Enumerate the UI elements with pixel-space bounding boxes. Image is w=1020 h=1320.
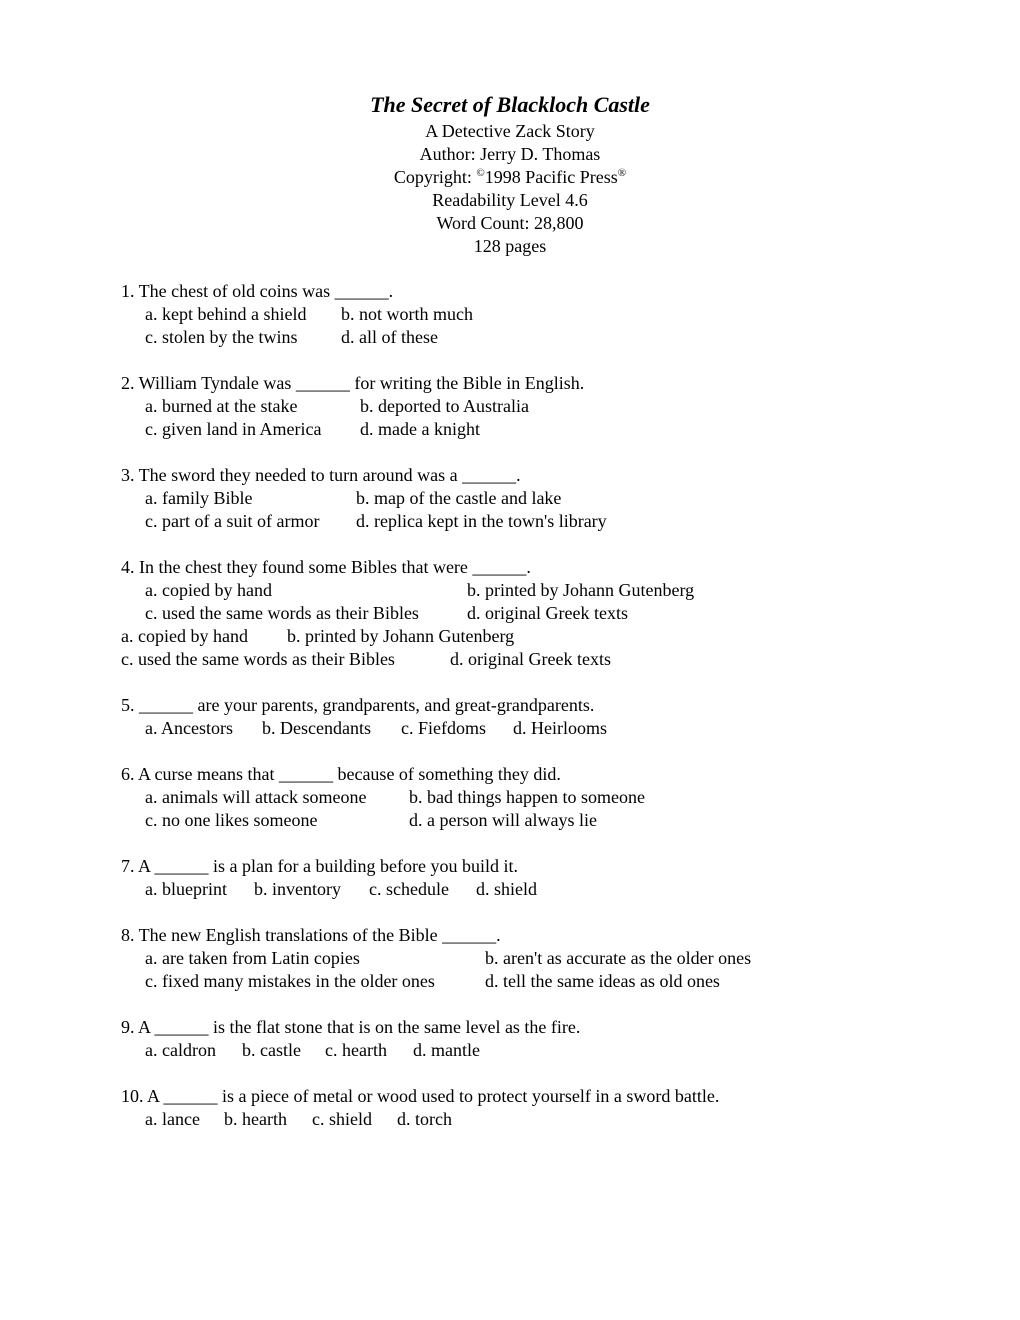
question-2 — [121, 372, 981, 441]
options-row — [121, 579, 981, 602]
option-d: d. replica kept in the town's library — [356, 511, 607, 531]
question-5 — [121, 694, 981, 740]
copyright-symbol: © — [476, 167, 485, 179]
options-row-repeat — [121, 625, 981, 648]
option-d: d. torch — [397, 1109, 452, 1129]
copyright-line — [0, 166, 1020, 189]
pages-line: 128 pages — [473, 236, 547, 256]
option-b: b. bad things happen to someone — [409, 787, 645, 807]
question-prompt: 2. William Tyndale was ______ for writing the Bible in English. — [121, 373, 585, 393]
option-d: d. mantle — [413, 1040, 480, 1060]
question-prompt: 1. The chest of old coins was ______. — [121, 281, 394, 301]
options-row — [121, 947, 981, 970]
option-b: b. hearth — [224, 1109, 287, 1129]
options-row-repeat — [121, 648, 981, 671]
option-d: d. original Greek texts — [467, 603, 628, 623]
options-row — [121, 418, 981, 441]
option-a: a. caldron — [145, 1040, 216, 1060]
option-b: b. inventory — [254, 879, 341, 899]
option-b: b. Descendants — [262, 718, 371, 738]
option-b: b. printed by Johann Gutenberg — [467, 580, 695, 600]
registered-symbol: ® — [617, 167, 627, 179]
options-row — [121, 1039, 981, 1062]
options-row — [121, 878, 981, 901]
question-3 — [121, 464, 981, 533]
option-c-repeat: c. used the same words as their Bibles — [121, 649, 395, 669]
option-c: c. schedule — [369, 879, 449, 899]
options-row — [121, 717, 981, 740]
option-c: c. fixed many mistakes in the older ones — [145, 971, 435, 991]
option-a-repeat: a. copied by hand — [121, 626, 248, 646]
question-prompt: 7. A ______ is a plan for a building before you build it. — [121, 856, 518, 876]
option-a: a. copied by hand — [145, 580, 272, 600]
option-d-repeat: d. original Greek texts — [450, 649, 611, 669]
option-a: a. kept behind a shield — [145, 304, 307, 324]
options-row — [121, 602, 981, 625]
option-a: a. animals will attack someone — [145, 787, 367, 807]
option-a: a. lance — [145, 1109, 200, 1129]
options-row — [121, 786, 981, 809]
option-d: d. tell the same ideas as old ones — [485, 971, 720, 991]
readability-line: Readability Level 4.6 — [432, 190, 588, 210]
copyright-text: 1998 Pacific Press — [484, 167, 618, 187]
question-prompt: 4. In the chest they found some Bibles that were ______. — [121, 557, 531, 577]
option-a: a. burned at the stake — [145, 396, 298, 416]
options-row — [121, 970, 981, 993]
options-row — [121, 1108, 981, 1131]
option-c: c. given land in America — [145, 419, 322, 439]
question-prompt: 6. A curse means that ______ because of something they did. — [121, 764, 561, 784]
question-8 — [121, 924, 981, 993]
question-prompt: 10. A ______ is a piece of metal or wood used to protect yourself in a sword battle. — [121, 1086, 720, 1106]
document-header — [0, 90, 1020, 258]
copyright-prefix: Copyright: — [393, 167, 477, 187]
option-b: b. map of the castle and lake — [356, 488, 562, 508]
option-c: c. part of a suit of armor — [145, 511, 320, 531]
question-10 — [121, 1085, 981, 1131]
options-row — [121, 487, 981, 510]
option-a: a. Ancestors — [145, 718, 233, 738]
author-line: Author: Jerry D. Thomas — [419, 144, 601, 164]
option-d: d. all of these — [341, 327, 438, 347]
option-a: a. are taken from Latin copies — [145, 948, 360, 968]
option-d: d. Heirlooms — [513, 718, 607, 738]
options-row — [121, 510, 981, 533]
question-prompt: 3. The sword they needed to turn around was a ______. — [121, 465, 521, 485]
options-row — [121, 809, 981, 832]
options-row — [121, 303, 981, 326]
option-b: b. not worth much — [341, 304, 473, 324]
question-1 — [121, 280, 981, 349]
option-c: c. shield — [312, 1109, 372, 1129]
option-d: d. made a knight — [360, 419, 480, 439]
option-d: d. a person will always lie — [409, 810, 597, 830]
option-a: a. family Bible — [145, 488, 253, 508]
question-7 — [121, 855, 981, 901]
option-a: a. blueprint — [145, 879, 227, 899]
option-c: c. hearth — [325, 1040, 387, 1060]
question-4 — [121, 556, 981, 671]
document-title: The Secret of Blackloch Castle — [370, 92, 650, 117]
option-d: d. shield — [476, 879, 537, 899]
question-prompt: 8. The new English translations of the Bible ______. — [121, 925, 501, 945]
option-c: c. Fiefdoms — [401, 718, 486, 738]
question-prompt: 5. ______ are your parents, grandparents, and great-grandparents. — [121, 695, 595, 715]
option-b-repeat: b. printed by Johann Gutenberg — [287, 626, 515, 646]
word-count-line: Word Count: 28,800 — [436, 213, 584, 233]
option-b: b. castle — [242, 1040, 301, 1060]
question-6 — [121, 763, 981, 832]
option-c: c. stolen by the twins — [145, 327, 298, 347]
option-b: b. deported to Australia — [360, 396, 529, 416]
question-prompt: 9. A ______ is the flat stone that is on the same level as the fire. — [121, 1017, 581, 1037]
option-c: c. used the same words as their Bibles — [145, 603, 419, 623]
question-9 — [121, 1016, 981, 1062]
option-c: c. no one likes someone — [145, 810, 318, 830]
subtitle: A Detective Zack Story — [425, 121, 595, 141]
option-b: b. aren't as accurate as the older ones — [485, 948, 752, 968]
options-row — [121, 395, 981, 418]
quiz-questions — [121, 280, 981, 1154]
options-row — [121, 326, 981, 349]
